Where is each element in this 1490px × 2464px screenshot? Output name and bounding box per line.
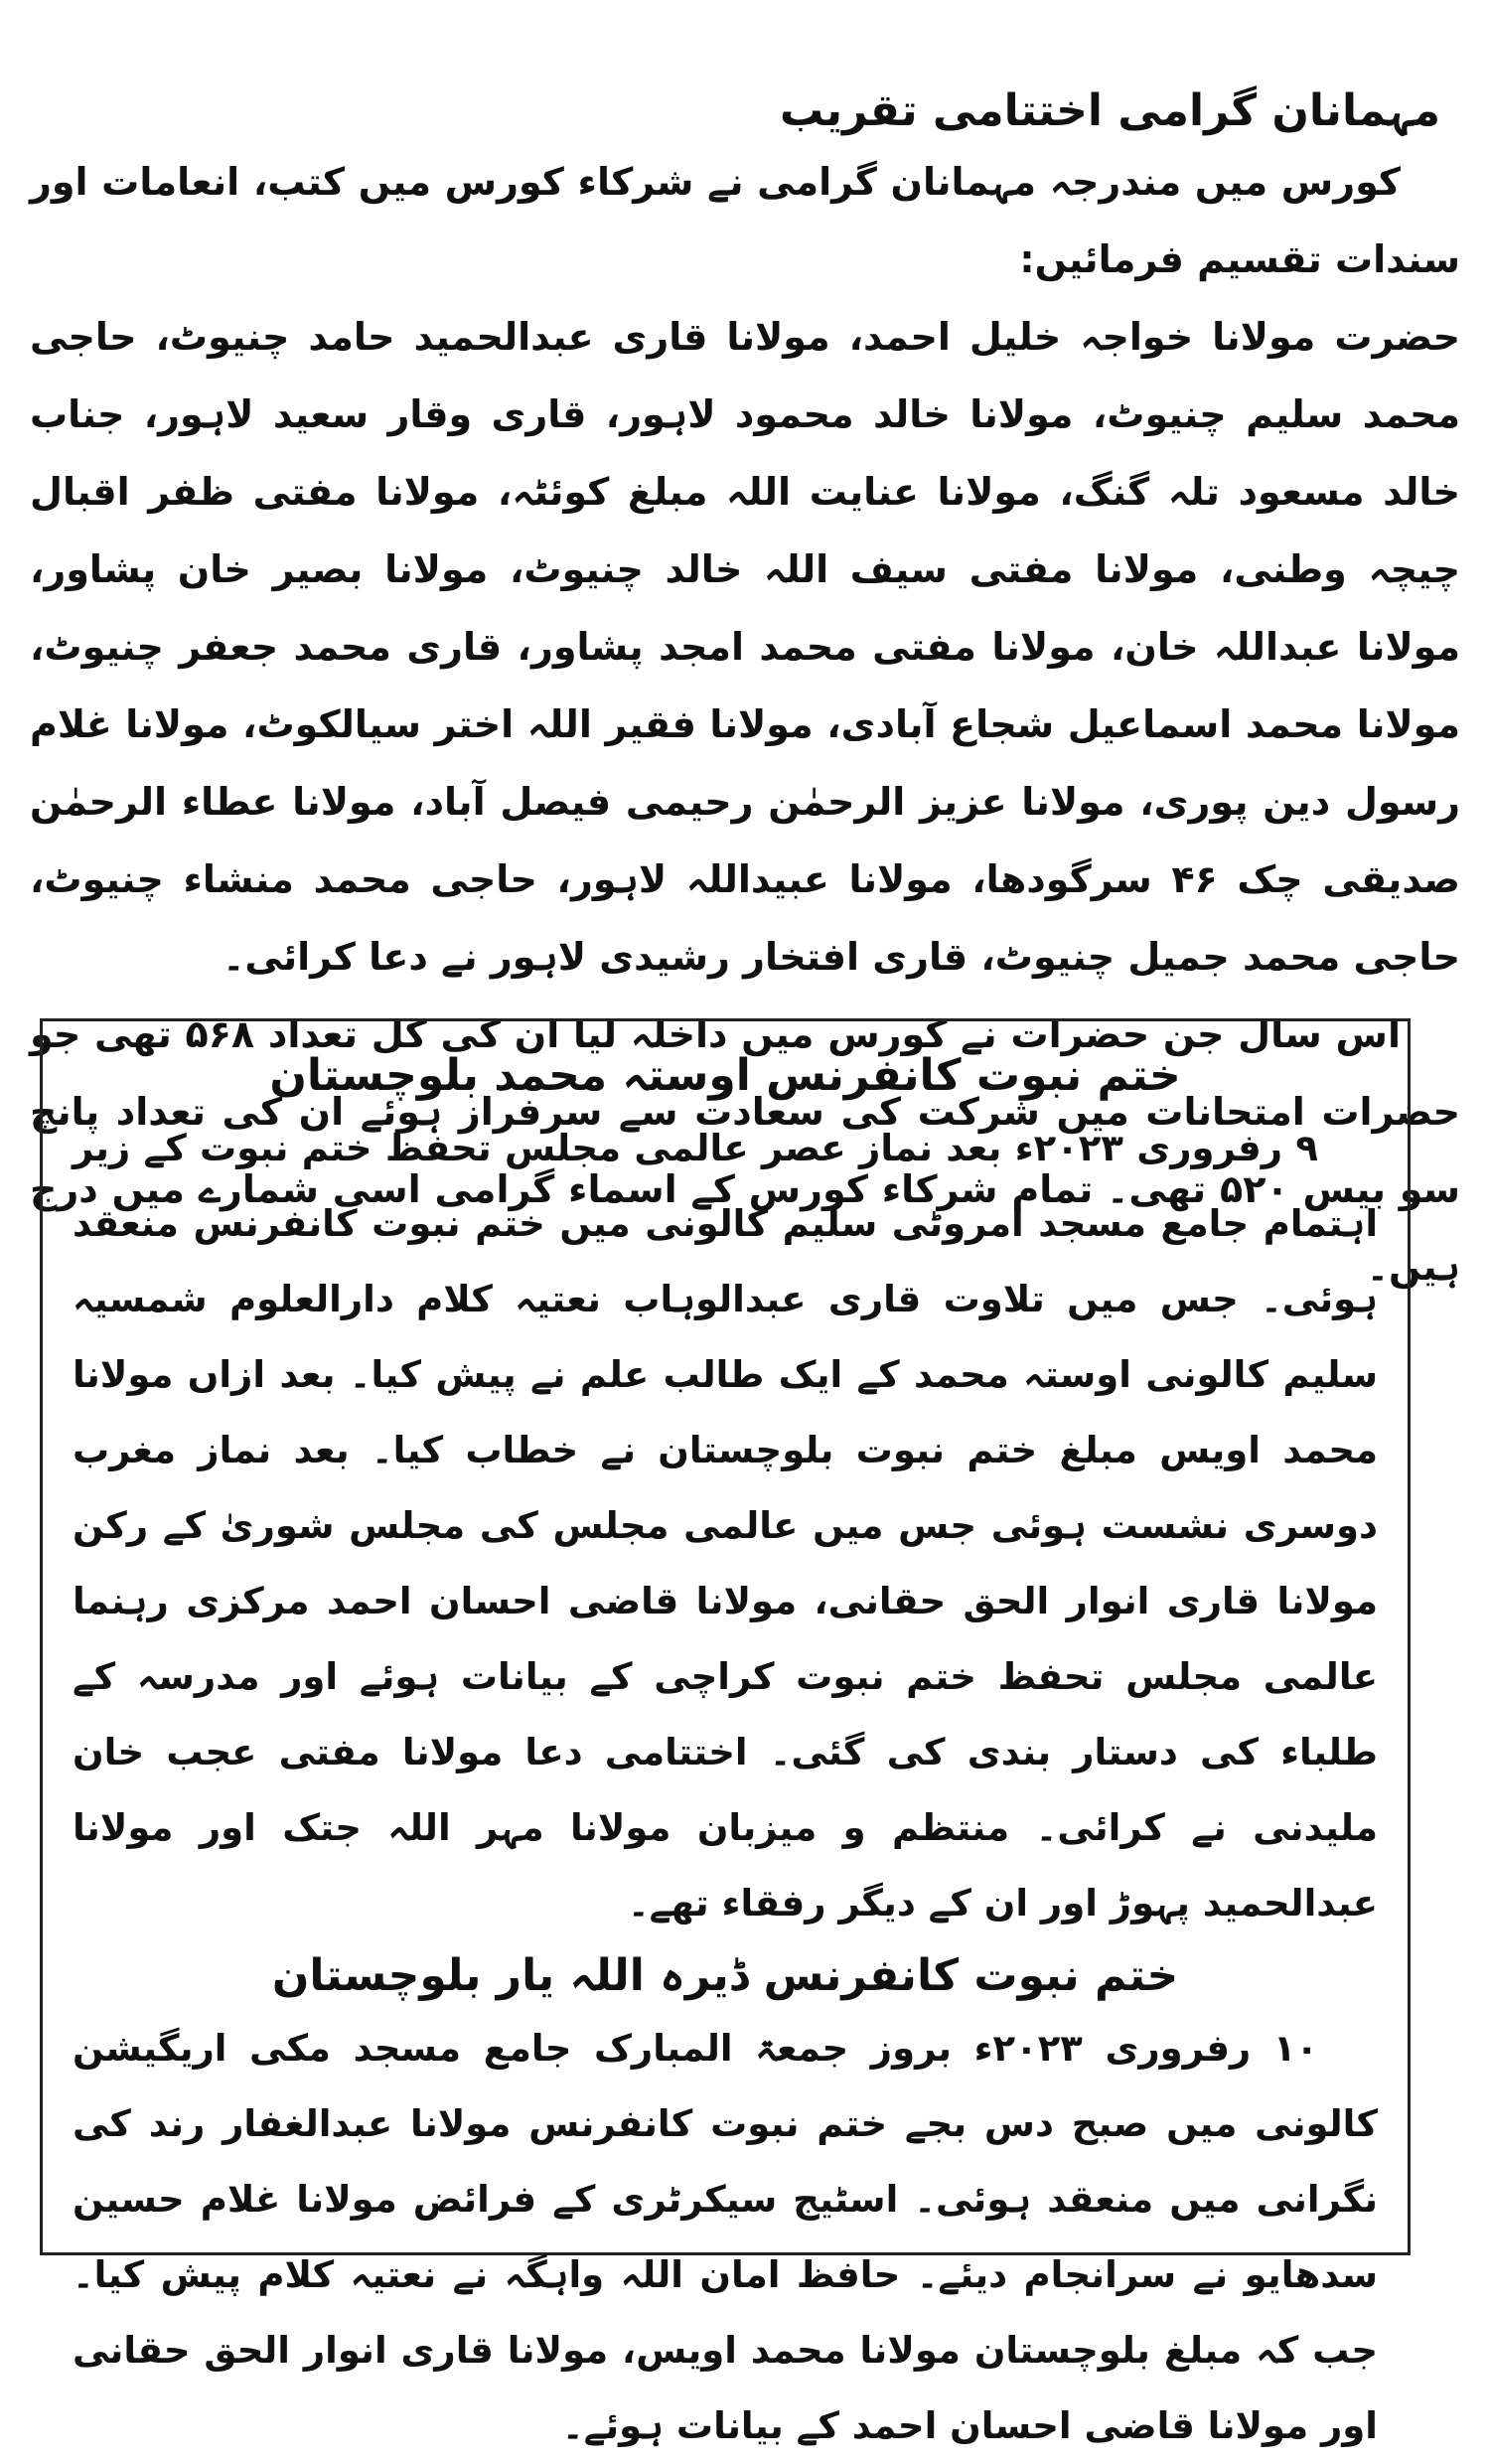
guests-paragraph: حضرت مولانا خواجہ خلیل احمد، مولانا قاری عبدالحمید حامد چنیوٹ، حاجی محمد سلیم چنیوٹ، مولانا خالد محمود لاہور، قاری وقار سعید لاہور، جناب خالد مسعود تلہ گنگ، مولانا عنایت اللہ مبلغ کوئٹہ، مولانا مفتی ظفر اقبال چیچہ وطنی، مولانا مفتی سیف اللہ خالد چنیوٹ، مولانا بصیر خان پشاور، مولانا عبداللہ خان، مولانا مفتی محمد امجد پشاور، قاری محمد جعفر چنیوٹ، مولانا محمد اسماعیل شجاع آبادی، مولانا فقیر اللہ اختر سیالکوٹ، مولانا غلام رسول دین پوری، مولانا عزیز الرحمٰن رحیمی فیصل آباد، مولانا عطاء الرحمٰن صدیقی چک ۴۶ سرگودھا، مولانا عبیداللہ لاہور، حاجی محمد منشاء چنیوٹ، حاجی محمد جمیل چنیوٹ، قاری افتخار رشیدی لاہور نے دعا کرائی۔ — [30, 315, 1460, 979]
news-box — [40, 1018, 1411, 2447]
section-heading: مہمانان گرامی اختتامی تقریب — [779, 85, 1440, 136]
enrollment-paragraph: اس سال جن حضرات نے کورس میں داخلہ لیا ان کی کل تعداد ۵۶۸ تھی جو حضرات امتحانات میں شرکت کی سعادت سے سرفراز ہوئے ان کی تعداد پانچ سو بیس ۵۲۰ تھی۔ تمام شرکاء کورس کے اسماء گرامی اسی شمارے میں درج ہیں۔ — [30, 1012, 1461, 1289]
intro-paragraph: کورس میں مندرجہ مہمانان گرامی نے شرکاء کورس میں کتب، انعامات اور سندات تقسیم فرمائیں: — [30, 160, 1460, 281]
box-paragraph-1: ۹ رفروری ۲۰۲۳ء بعد نماز عصر عالمی مجلس تحفظ ختم نبوت کے زیر اہتمام جامع مسجد امروٹی سلیم کالونی میں ختم نبوت کانفرنس منعقد ہوئی۔ جس میں تلاوت قاری عبدالوہاب نعتیہ کلام دارالعلوم شمسیہ سلیم کالونی اوستہ محمد کے ایک طالب علم نے پیش کیا۔ بعد ازاں مولانا محمد اویس مبلغ ختم نبوت بلوچستان نے خطاب کیا۔ بعد نماز مغرب دوسری نشست ہوئی جس میں عالمی مجلس کی مجلس شوریٰ کے رکن مولانا قاری انوار الحق حقانی، مولانا قاضی احسان احمد مرکزی رہنما عالمی مجلس تحفظ ختم نبوت کراچی کے بیانات ہوئے اور مدرسہ کے طلباء کی دستار بندی کی گئی۔ اختتامی دعا مولانا مفتی عجب خان ملیدنی نے کرائی۔ منتظم و میزبان مولانا مہر اللہ جتک اور مولانا عبدالحمید پہوڑ اور ان کے دیگر رفقاء تھے۔ — [73, 1127, 1378, 1925]
box-heading-1: ختم نبوت کانفرنس اوستہ محمد بلوچستان — [269, 1050, 1181, 1101]
box-heading-2: ختم نبوت کانفرنس ڈیرہ اللہ یار بلوچستان — [271, 1950, 1179, 2001]
box-paragraph-2: ۱۰ رفروری ۲۰۲۳ء بروز جمعۃ المبارک جامع مسجد مکی اریگیشن کالونی میں صبح دس بجے ختم نبوت کانفرنس مولانا عبدالغفار رند کی نگرانی میں منعقد ہوئی۔ اسٹیج سیکرٹری کے فرائض مولانا غلام حسین سدھایو نے سرانجام دیئے۔ حافظ امان اللہ واہگہ نے نعتیہ کلام پیش کیا۔ جب کہ مبلغ بلوچستان مولانا محمد اویس، مولانا قاری انوار الحق حقانی اور مولانا قاضی احسان احمد کے بیانات ہوئے۔ — [73, 2027, 1378, 2447]
